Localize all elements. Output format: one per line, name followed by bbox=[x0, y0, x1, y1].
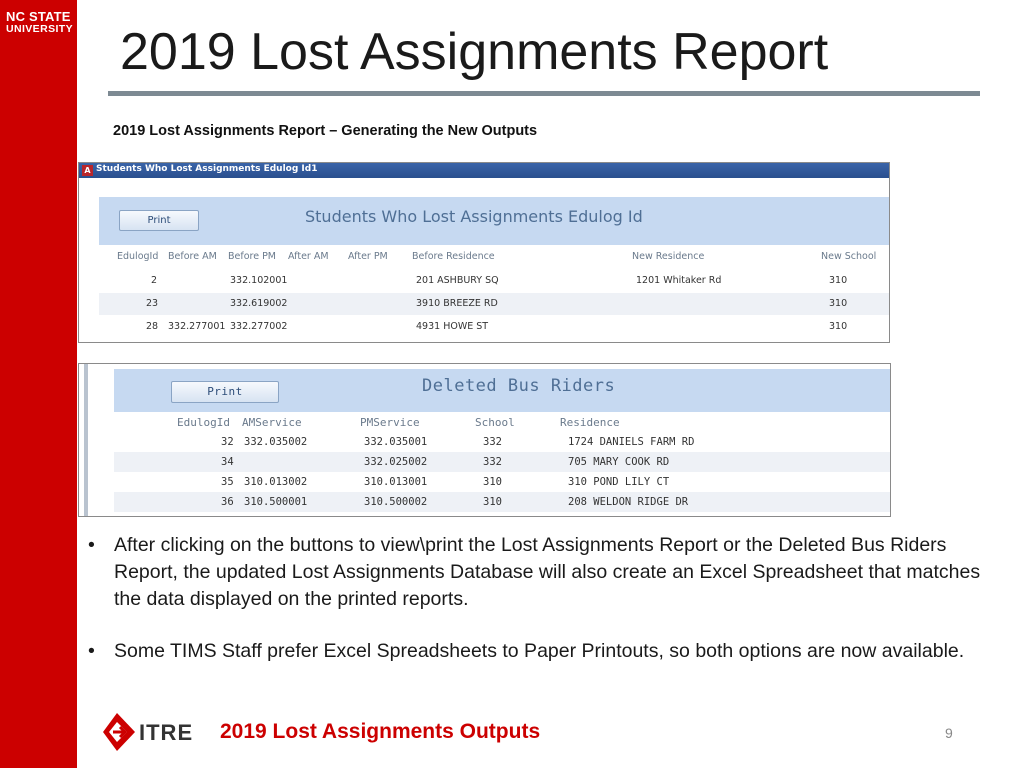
table-row bbox=[99, 293, 889, 315]
column-header: School bbox=[475, 416, 515, 429]
cell-pm-service: 332.035001 bbox=[364, 436, 428, 448]
cell-pm-service: 332.025002 bbox=[364, 456, 428, 468]
table-row bbox=[114, 492, 890, 512]
cell-before-residence: 201 ASHBURY SQ bbox=[416, 275, 499, 286]
bullet-item bbox=[86, 638, 1006, 665]
column-header: PMService bbox=[360, 416, 420, 429]
cell-new-residence: 1201 Whitaker Rd bbox=[636, 275, 722, 286]
cell-edulog-id: 2 bbox=[151, 275, 158, 286]
bullet-icon: • bbox=[88, 640, 95, 662]
print-button[interactable]: Print bbox=[171, 381, 279, 403]
cell-residence: 1724 DANIELS FARM RD bbox=[568, 436, 695, 448]
report-heading: Students Who Lost Assignments Edulog Id bbox=[305, 207, 643, 226]
footer-title: 2019 Lost Assignments Outputs bbox=[220, 720, 541, 743]
cell-school: 332 bbox=[483, 456, 502, 468]
cell-edulog-id: 32 bbox=[221, 436, 234, 448]
brand-sidebar bbox=[0, 0, 77, 768]
column-header: AMService bbox=[242, 416, 302, 429]
cell-edulog-id: 23 bbox=[146, 298, 159, 309]
cell-before-residence: 4931 HOWE ST bbox=[416, 321, 489, 332]
cell-residence: 310 POND LILY CT bbox=[568, 476, 670, 488]
access-app-icon: A bbox=[82, 165, 93, 176]
cell-am-service: 310.500001 bbox=[244, 496, 308, 508]
cell-new-school: 310 bbox=[829, 275, 848, 286]
cell-before-pm: 332.102001 bbox=[230, 275, 288, 286]
column-header: EdulogId bbox=[177, 416, 230, 429]
cell-pm-service: 310.500002 bbox=[364, 496, 428, 508]
table-row bbox=[114, 472, 890, 492]
bullet-icon: • bbox=[88, 534, 95, 556]
bullet-text: Some TIMS Staff prefer Excel Spreadsheets to Paper Printouts, so both options are now available. bbox=[114, 640, 965, 662]
cell-am-service: 310.013002 bbox=[244, 476, 308, 488]
column-header: New Residence bbox=[632, 251, 705, 262]
column-header: After AM bbox=[288, 251, 329, 262]
report-heading: Deleted Bus Riders bbox=[422, 376, 616, 396]
title-divider bbox=[108, 91, 980, 96]
nc-state-logo bbox=[6, 10, 73, 36]
column-header: Residence bbox=[560, 416, 620, 429]
cell-edulog-id: 34 bbox=[221, 456, 234, 468]
cell-residence: 208 WELDON RIDGE DR bbox=[568, 496, 689, 508]
column-header: After PM bbox=[348, 251, 388, 262]
itre-logo bbox=[103, 713, 203, 751]
table-row bbox=[114, 432, 890, 452]
bullet-list bbox=[86, 532, 1006, 690]
table-row bbox=[114, 452, 890, 472]
table-row bbox=[99, 270, 889, 292]
print-button[interactable]: Print bbox=[119, 210, 199, 231]
report-header-band bbox=[114, 369, 890, 412]
bullet-text: After clicking on the buttons to view\print the Lost Assignments Report or the Deleted Bus Riders Report, the updated Lost Assignments Database will also create an Excel Spreadsheet that matches the data displayed on the printed reports. bbox=[114, 534, 981, 610]
cell-before-pm: 332.277002 bbox=[230, 321, 288, 332]
window-titlebar bbox=[79, 163, 889, 178]
page-number: 9 bbox=[945, 725, 953, 741]
report-header-band bbox=[99, 197, 889, 245]
column-header: Before PM bbox=[228, 251, 277, 262]
column-header: New School bbox=[821, 251, 877, 262]
slide-subtitle: 2019 Lost Assignments Report – Generating the New Outputs bbox=[113, 123, 538, 139]
logo-line-1: NC STATE bbox=[6, 9, 71, 24]
table-row bbox=[99, 316, 889, 338]
cell-new-school: 310 bbox=[829, 321, 848, 332]
cell-edulog-id: 35 bbox=[221, 476, 234, 488]
cell-pm-service: 310.013001 bbox=[364, 476, 428, 488]
lost-assignments-report-window bbox=[78, 162, 890, 343]
slide-title: 2019 Lost Assignments Report bbox=[120, 23, 829, 81]
logo-line-2: UNIVERSITY bbox=[6, 23, 74, 35]
column-header: EdulogId bbox=[117, 251, 159, 262]
cell-residence: 705 MARY COOK RD bbox=[568, 456, 670, 468]
itre-logo-text: ITRE bbox=[139, 720, 194, 745]
cell-am-service: 332.035002 bbox=[244, 436, 308, 448]
bullet-item bbox=[86, 532, 1006, 613]
cell-school: 332 bbox=[483, 436, 502, 448]
cell-school: 310 bbox=[483, 476, 502, 488]
column-header: Before Residence bbox=[412, 251, 495, 262]
cell-before-am: 332.277001 bbox=[168, 321, 226, 332]
window-title: Students Who Lost Assignments Edulog Id1 bbox=[96, 164, 318, 174]
window-edge bbox=[84, 364, 88, 516]
cell-school: 310 bbox=[483, 496, 502, 508]
cell-edulog-id: 36 bbox=[221, 496, 234, 508]
cell-before-residence: 3910 BREEZE RD bbox=[416, 298, 498, 309]
column-header: Before AM bbox=[168, 251, 217, 262]
cell-edulog-id: 28 bbox=[146, 321, 159, 332]
cell-new-school: 310 bbox=[829, 298, 848, 309]
deleted-bus-riders-window bbox=[78, 363, 891, 517]
cell-before-pm: 332.619002 bbox=[230, 298, 288, 309]
